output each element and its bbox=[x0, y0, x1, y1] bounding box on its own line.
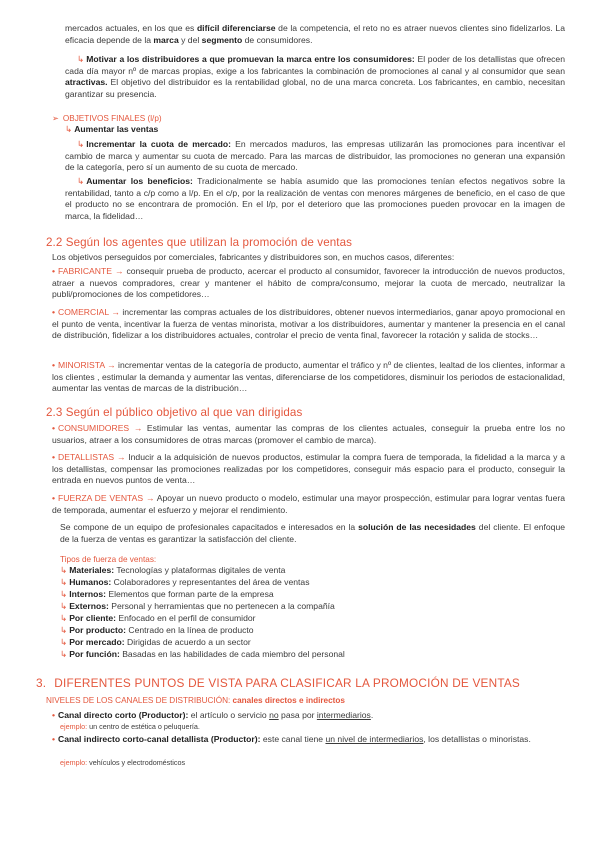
sub-arrow-icon: ↳ bbox=[60, 613, 68, 623]
section-2-2-heading: 2.2 Según los agentes que utilizan la promoción de ventas bbox=[46, 236, 353, 249]
fuerza-ventas-item: • FUERZA DE VENTAS → Apoyar un nuevo producto o modelo, estimular una mayor prospección, estimular para lograr ventas fuera de temporada, aumentar el esfuerzo y mejorar el rendimiento. bbox=[52, 493, 566, 515]
objetivo-beneficios: ↳ Aumentar los beneficios: Tradicionalmente se había asumido que las promociones tenían efectos negativos sobre la rentabilidad, tanto a c/p como a l/p. En el c/p, por la realización de ventas con menores márgenes de beneficio, en el caso de que el producto no se encontrara de promoción. En el l/p, por el deterioro que las promociones pueden provocar en la imagen de marca, la fidelidad… bbox=[65, 176, 565, 221]
section-2-2-intro: Los objetivos perseguidos por comerciales, fabricantes y distribuidores son, en muchos casos, diferentes: bbox=[52, 252, 455, 262]
bullet-icon: • bbox=[52, 452, 56, 462]
consumidores-item: • CONSUMIDORES → Estimular las ventas, aumentar las compras de los clientes actuales, conseguir la prueba entre los no usuarios, atraer a los consumidores de otras marcas (promover el cambio de marca). bbox=[52, 423, 565, 445]
tipo-item: ↳ Externos: Personal y herramientas que no pertenecen a la compañía bbox=[60, 601, 335, 611]
section-2-3-heading: 2.3 Según el público objetivo al que van dirigidas bbox=[46, 406, 303, 419]
fuerza-ventas-description: Se compone de un equipo de profesionales capacitados e interesados en la solución de las necesidades del cliente. El enfoque de la fuerza de ventas es garantizar la satisfacción del cliente. bbox=[60, 522, 566, 544]
tipo-item: ↳ Materiales: Tecnologías y plataformas digitales de venta bbox=[60, 565, 286, 575]
sub-arrow-icon: ↳ bbox=[60, 565, 68, 575]
right-arrow-icon: → bbox=[107, 360, 116, 370]
sub-arrow-icon: ↳ bbox=[65, 124, 73, 134]
tipo-item: ↳ Por función: Basadas en las habilidades de cada miembro del personal bbox=[60, 649, 345, 659]
bullet-icon: • bbox=[52, 360, 56, 370]
motivar-paragraph: ↳ Motivar a los distribuidores a que promuevan la marca entre los consumidores: El poder de los detallistas que ofrecen cada día mayor nº de marcas propias, exige a los fabricantes la combinación de promociones al canal y al consumidor que sean atractivas. El objetivo del distribuidor es la rentabilidad global, no de una marca concreta. Los fabricantes, en cambio, necesitan garantizar su presencia. bbox=[65, 54, 565, 99]
sub-arrow-icon: ↳ bbox=[77, 176, 85, 186]
tipo-item: ↳ Por mercado: Dirigidas de acuerdo a un sector bbox=[60, 637, 251, 647]
bullet-icon: • bbox=[52, 307, 56, 317]
bullet-icon: • bbox=[52, 423, 56, 433]
sub-arrow-icon: ↳ bbox=[77, 139, 85, 149]
bullet-icon: • bbox=[52, 734, 56, 744]
right-arrow-icon: → bbox=[133, 423, 143, 433]
tipo-item: ↳ Por producto: Centrado en la línea de producto bbox=[60, 625, 254, 635]
objetivos-finales-heading: ➢ OBJETIVOS FINALES (l/p) bbox=[52, 114, 162, 123]
tipo-item: ↳ Por cliente: Enfocado en el perfil de consumidor bbox=[60, 613, 256, 623]
comercial-item: • COMERCIAL → incrementar las compras actuales de los distribuidores, obtener nuevos intermediarios, ganar apoyo promocional en el punto de venta, incentivar la fuerza de ventas minorista, motivar a los distribuidores, aumentar y mantener la presencia en el canal de distribución, fidelizar a los distribuidores actuales, controlar el precio de venta final, favorecer la rotación y salida de stocks… bbox=[52, 307, 565, 341]
objetivo-cuota-mercado: ↳ Incrementar la cuota de mercado: En mercados maduros, las empresas utilizarán las promociones para incentivar el cambio de marca y aumentar su cuota de mercado. Para las marcas de distribuidor, las promociones no generan una expansión de la categoría, pero sí un aumento de su cuota de mercado. bbox=[65, 139, 565, 173]
right-arrow-icon: → bbox=[116, 452, 126, 462]
sub-arrow-icon: ↳ bbox=[77, 54, 85, 64]
bullet-icon: • bbox=[52, 493, 56, 503]
minorista-item: • MINORISTA → incrementar ventas de la categoría de producto, aumentar el tráfico y nº de clientes, lealtad de los clientes, informar a los clientes , estimular la demanda y aumentar las ventas, diferenciarse de los competidores, disminuir los periodos de estacionalidad, aumentar las ventas de marcas de la distribución… bbox=[52, 360, 565, 394]
sub-arrow-icon: ↳ bbox=[60, 625, 68, 635]
sub-arrow-icon: ↳ bbox=[60, 577, 68, 587]
niveles-canales-heading: NIVELES DE LOS CANALES DE DISTRIBUCIÓN: canales directos e indirectos bbox=[46, 696, 345, 705]
right-arrow-icon: → bbox=[145, 493, 155, 503]
objetivo-aumentar-ventas: ↳ Aumentar las ventas bbox=[65, 124, 159, 134]
sub-arrow-icon: ↳ bbox=[60, 589, 68, 599]
canal-directo-item: • Canal directo corto (Productor): el artículo o servicio no pasa por intermediarios. bbox=[52, 710, 374, 720]
sub-arrow-icon: ↳ bbox=[60, 601, 68, 611]
sub-arrow-icon: ↳ bbox=[60, 649, 68, 659]
tipos-fuerza-heading: Tipos de fuerza de ventas: bbox=[60, 555, 157, 564]
sub-arrow-icon: ↳ bbox=[60, 637, 68, 647]
intro-paragraph: mercados actuales, en los que es difícil diferenciarse de la competencia, el reto no es atraer nuevos clientes sino fidelizarlos. La eficacia depende de la marca y del segmento de consumidores. bbox=[65, 23, 565, 45]
tipo-item: ↳ Humanos: Colaboradores y representantes del área de ventas bbox=[60, 577, 310, 587]
bullet-icon: • bbox=[52, 266, 56, 276]
canal-indirecto-ejemplo: ejemplo: vehículos y electrodomésticos bbox=[60, 758, 186, 767]
section-3-heading: 3. DIFERENTES PUNTOS DE VISTA PARA CLASIFICAR LA PROMOCIÓN DE VENTAS bbox=[36, 676, 520, 690]
play-arrow-icon: ➢ bbox=[52, 114, 59, 123]
tipo-item: ↳ Internos: Elementos que forman parte de la empresa bbox=[60, 589, 274, 599]
canal-indirecto-item: • Canal indirecto corto-canal detallista (Productor): este canal tiene un nivel de intermediarios, los detallistas o minoristas. bbox=[52, 734, 531, 744]
right-arrow-icon: → bbox=[114, 266, 124, 276]
right-arrow-icon: → bbox=[111, 307, 120, 317]
detallistas-item: • DETALLISTAS → Inducir a la adquisición de nuevos productos, estimular la compra fuera de temporada, la fidelidad a la marca y a los detallistas, compensar las promociones realizadas por los competidores, conseguir más espacio para el producto, conseguir la entrada en nuevos puntos de venta… bbox=[52, 452, 565, 486]
canal-directo-ejemplo: ejemplo: un centro de estética o peluquería. bbox=[60, 722, 200, 731]
fabricante-item: • FABRICANTE → consequir prueba de producto, acercar el producto al consumidor, favorecer la introducción de nuevos productos, atraer a nuevos compradores, crear y mantener el hábito de compra/consumo, mejorar la cuota de mercado, neutralizar la publi/promociones de los competidores… bbox=[52, 266, 565, 300]
bullet-icon: • bbox=[52, 710, 56, 720]
